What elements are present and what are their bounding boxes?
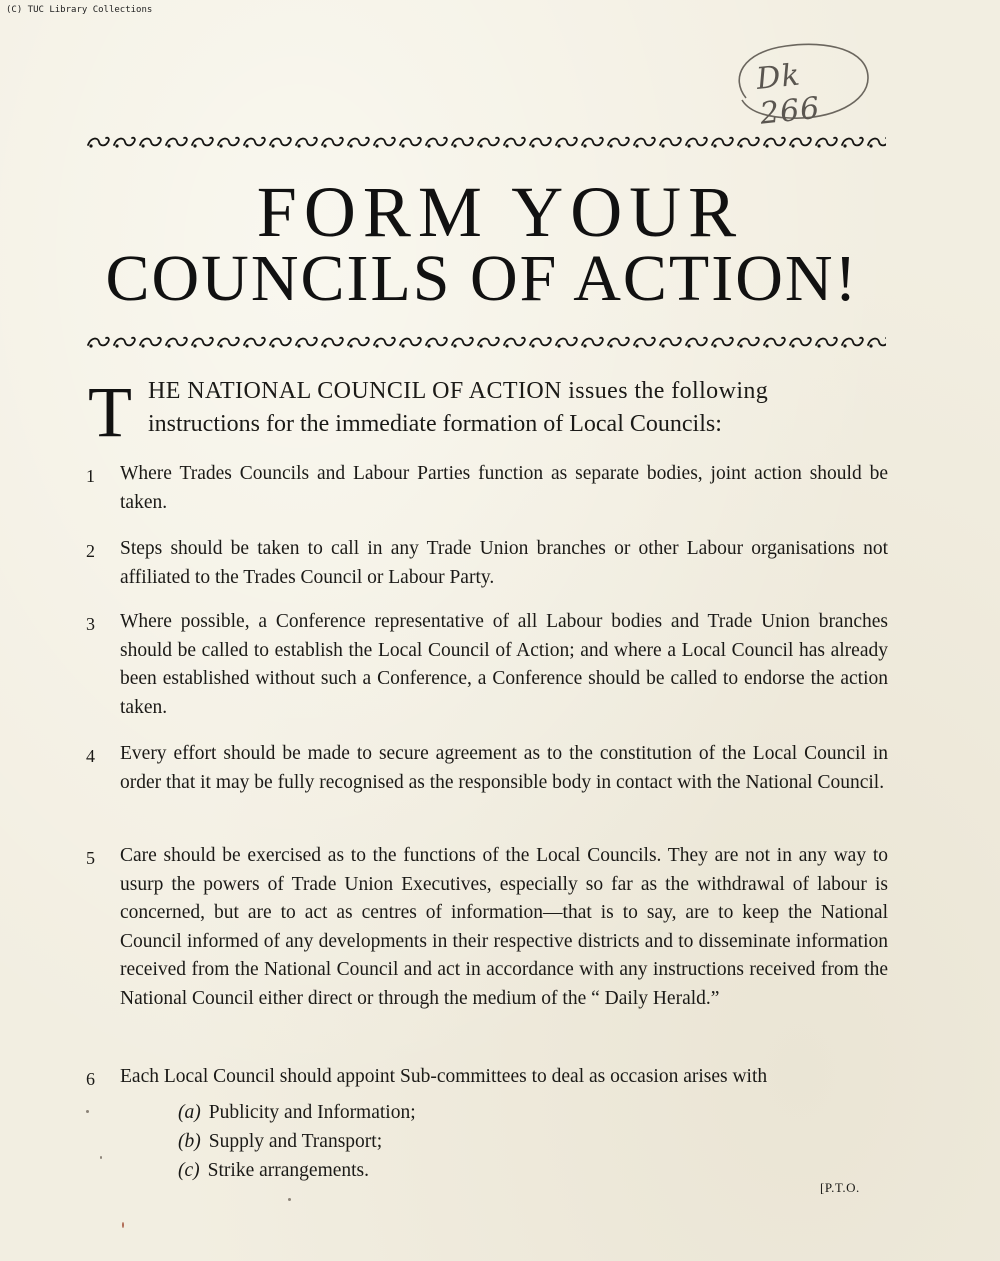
shelfmark-label: Dk 266 — [754, 57, 822, 132]
item-text: Care should be exercised as to the functions of the Local Councils. They are not in any way to usurp the powers of Trade Union Executives, especially so far as the withdrawal of labour is concerned, but are to act as centres of information—that is to say, are to keep the National Council informed of any developments in their respective districts and to disseminate information received from the National Council and act in accordance with any instructions received from the National Council either direct or through the medium of the “ Daily Herald.” — [120, 845, 888, 1009]
copyright-watermark: (C) TUC Library Collections — [6, 5, 153, 15]
drop-cap: T — [88, 372, 132, 452]
item-text: Each Local Council should appoint Sub-committees to deal as occasion arises with — [120, 1066, 768, 1087]
item-number: 5 — [86, 848, 95, 868]
item-text: Steps should be taken to call in any Trade Union branches or other Labour organisations not affiliated to the Trades Council or Labour Party. — [120, 538, 888, 588]
item-text: Where possible, a Conference representative of all Labour bodies and Trade Union branches should be called to establish the Local Council of Action; and where a Local Council has already been established without such a Conference, a Conference should be called to endorse the action taken. — [120, 611, 888, 718]
item-text: Where Trades Councils and Labour Parties function as separate bodies, joint action should be taken. — [120, 463, 888, 513]
paper-speck — [288, 1198, 291, 1201]
intro-line-2: instructions for the immediate formation of Local Councils: — [148, 411, 722, 437]
subcommittee-text: Publicity and Information; — [208, 1102, 416, 1123]
intro-paragraph — [86, 372, 886, 452]
subcommittee-text: Strike arrangements. — [207, 1160, 370, 1181]
pto-marker: [P.T.O. — [820, 1180, 860, 1195]
headline-line-1: FORM YOUR — [256, 172, 744, 252]
item-text: Every effort should be made to secure agreement as to the constitution of the Local Council in order that it may be fully recognised as the responsible body in contact with the National Council. — [120, 743, 888, 793]
subcommittee-letter: (c) — [178, 1160, 200, 1181]
paper-speck — [100, 1156, 102, 1159]
instruction-item-2 — [86, 535, 888, 592]
item-number: 4 — [86, 746, 95, 766]
subcommittee-text: Supply and Transport; — [208, 1131, 383, 1152]
item-number: 3 — [86, 614, 95, 634]
paper-speck — [122, 1222, 124, 1228]
instruction-item-1 — [86, 460, 888, 517]
subcommittee-item-c — [178, 1156, 416, 1185]
subcommittee-item-a — [178, 1098, 416, 1127]
instruction-item-3 — [86, 608, 888, 722]
ornamental-rule-bottom — [86, 334, 886, 350]
item-number: 1 — [86, 466, 95, 486]
instruction-item-6 — [86, 1063, 888, 1092]
item-number: 6 — [86, 1069, 95, 1089]
instruction-item-4 — [86, 740, 888, 797]
shelfmark-annotation — [728, 40, 872, 132]
subcommittee-item-b — [178, 1127, 416, 1156]
subcommittee-letter: (b) — [178, 1131, 201, 1152]
subcommittee-letter: (a) — [178, 1102, 201, 1123]
instruction-item-5 — [86, 842, 888, 1014]
headline-line-2: COUNCILS OF ACTION! — [105, 242, 859, 315]
subcommittee-list — [178, 1098, 416, 1185]
intro-line-1: HE NATIONAL COUNCIL OF ACTION issues the following — [148, 378, 769, 404]
paper-speck — [86, 1110, 89, 1113]
item-number: 2 — [86, 541, 95, 561]
ornamental-rule-top — [86, 134, 886, 150]
